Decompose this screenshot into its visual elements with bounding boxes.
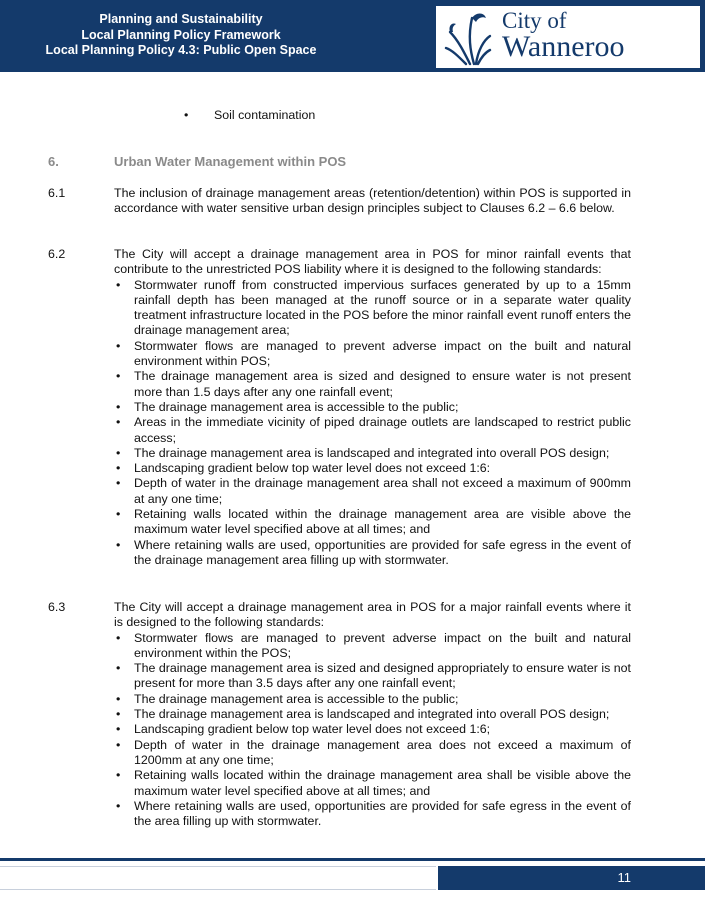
list-item-text: The drainage management area is landscaped and integrated into overall POS design; — [134, 707, 610, 722]
page-header — [0, 0, 705, 72]
bullet-glyph: • — [116, 277, 121, 292]
list-item — [114, 707, 631, 722]
bullet-glyph: • — [116, 798, 121, 813]
clause-text: The City will accept a drainage management area in POS for a major rainfall events where it is designed to the following standards: — [114, 600, 631, 630]
list-item — [114, 446, 631, 461]
clause-number: 6.1 — [48, 186, 66, 200]
list-item — [114, 692, 631, 707]
list-item-text: Stormwater flows are managed to prevent adverse impact on the built and natural environment within POS; — [134, 338, 631, 369]
list-item — [114, 507, 631, 538]
list-item-text: Stormwater runoff from constructed impervious surfaces generated by up to a 15mm rainfall depth has been managed at the runoff source or in a separate water quality treatment infrastructure located in the POS before the minor rainfall event runoff enters the drainage management area; — [134, 277, 631, 338]
bullet-glyph: • — [116, 445, 121, 460]
list-item — [114, 339, 631, 370]
bullet-glyph: • — [116, 707, 121, 722]
clause-number: 6.3 — [48, 600, 66, 614]
bullet-glyph: • — [116, 399, 121, 414]
footer-band — [0, 866, 436, 890]
list-item — [114, 415, 631, 446]
bullet-glyph: • — [116, 630, 121, 645]
bullet-glyph: • — [116, 737, 121, 752]
list-item — [114, 278, 631, 339]
clause-number: 6.2 — [48, 247, 66, 261]
list-item-text: The drainage management area is sized and designed to ensure water is not present more than 1.5 days after any one rainfall event; — [134, 369, 631, 399]
list-item — [114, 738, 631, 769]
section-title: Urban Water Management within POS — [114, 154, 347, 169]
clause-text: The City will accept a drainage management area in POS for minor rainfall events that contribute to the unrestricted POS liability where it is designed to the following standards: — [114, 247, 631, 277]
list-item-text: The drainage management area is landscaped and integrated into overall POS design; — [134, 445, 610, 460]
list-item — [114, 799, 631, 830]
bullet-glyph: • — [116, 415, 121, 430]
list-item-text: Retaining walls located within the drainage management area shall be visible above the maximum water level specified above at all times; and — [134, 768, 631, 798]
header-titles — [0, 12, 362, 59]
list-item — [114, 400, 631, 415]
list-item-text: Stormwater flows are managed to prevent adverse impact on the built and natural environment within the POS; — [134, 630, 631, 660]
list-item — [114, 538, 631, 569]
bullet-glyph: • — [116, 722, 121, 737]
city-logo — [436, 6, 700, 68]
bullet-glyph: • — [116, 537, 121, 552]
bullet-glyph: • — [116, 507, 121, 522]
list-item-text: Where retaining walls are used, opportunities are provided for safe egress in the event of the drainage management area filling up with stormwater. — [134, 537, 631, 567]
clause-6-2 — [48, 247, 631, 568]
list-item-text: Retaining walls located within the drainage management area are visible above the maximum water level specified above at all times; and — [134, 507, 631, 537]
list-item-text: The drainage management area is accessible to the public; — [134, 691, 459, 706]
list-item — [114, 631, 631, 662]
list-item — [114, 768, 631, 799]
bullet-glyph: • — [116, 691, 121, 706]
list-item — [114, 476, 631, 507]
clause-6-3 — [48, 600, 631, 829]
list-item-text: Depth of water in the drainage management area does not exceed a maximum of 1200mm at any one time; — [134, 737, 631, 767]
clause-bullet-list — [114, 278, 631, 569]
swan-reed-logo-icon — [444, 10, 492, 66]
header-line-1: Planning and Sustainability — [99, 12, 263, 26]
bullet-glyph: • — [116, 476, 121, 491]
page-number: 11 — [617, 870, 631, 885]
bullet-glyph: • — [116, 461, 121, 476]
logo-wordmark — [502, 8, 625, 63]
clause-6-1 — [48, 186, 631, 217]
bullet-glyph: • — [116, 338, 121, 353]
clause-bullet-list — [114, 631, 631, 830]
clause-text: The inclusion of drainage management areas (retention/detention) within POS is supported in accordance with water sensitive urban design principles subject to Clauses 6.2 – 6.6 below. — [114, 186, 631, 216]
header-line-2: Local Planning Policy Framework — [81, 27, 281, 42]
list-item-text: Landscaping gradient below top water level does not exceed 1:6: — [134, 461, 491, 476]
list-item-text: The drainage management area is sized and designed appropriately to ensure water is not present for more than 3.5 days after any one rainfall event; — [134, 661, 631, 691]
logo-line-2: Wanneroo — [502, 30, 625, 63]
bullet-glyph: • — [184, 108, 189, 122]
bullet-glyph: • — [116, 661, 121, 676]
section-number: 6. — [48, 154, 59, 169]
bullet-glyph: • — [116, 369, 121, 384]
footer-page-box — [438, 866, 705, 890]
list-item-text: Depth of water in the drainage management area shall not exceed a maximum of 900mm at any one time; — [134, 476, 631, 506]
list-item-text: Soil contamination — [214, 108, 316, 122]
bullet-glyph: • — [116, 768, 121, 783]
list-item — [114, 722, 631, 737]
list-item — [114, 461, 631, 476]
list-item-text: Landscaping gradient below top water level does not exceed 1:6; — [134, 722, 491, 737]
footer-rule — [0, 858, 705, 861]
list-item-text: Where retaining walls are used, opportunities are provided for safe egress in the event of the area filling up with stormwater. — [134, 798, 631, 829]
list-item-text: Areas in the immediate vicinity of piped drainage outlets are landscaped to restrict public access; — [134, 415, 631, 445]
list-item-text: The drainage management area is accessible to the public; — [134, 399, 459, 414]
list-item — [114, 369, 631, 400]
logo-line-1: City of — [502, 8, 567, 33]
header-line-3: Local Planning Policy 4.3: Public Open Space — [45, 43, 317, 57]
list-item — [114, 661, 631, 692]
